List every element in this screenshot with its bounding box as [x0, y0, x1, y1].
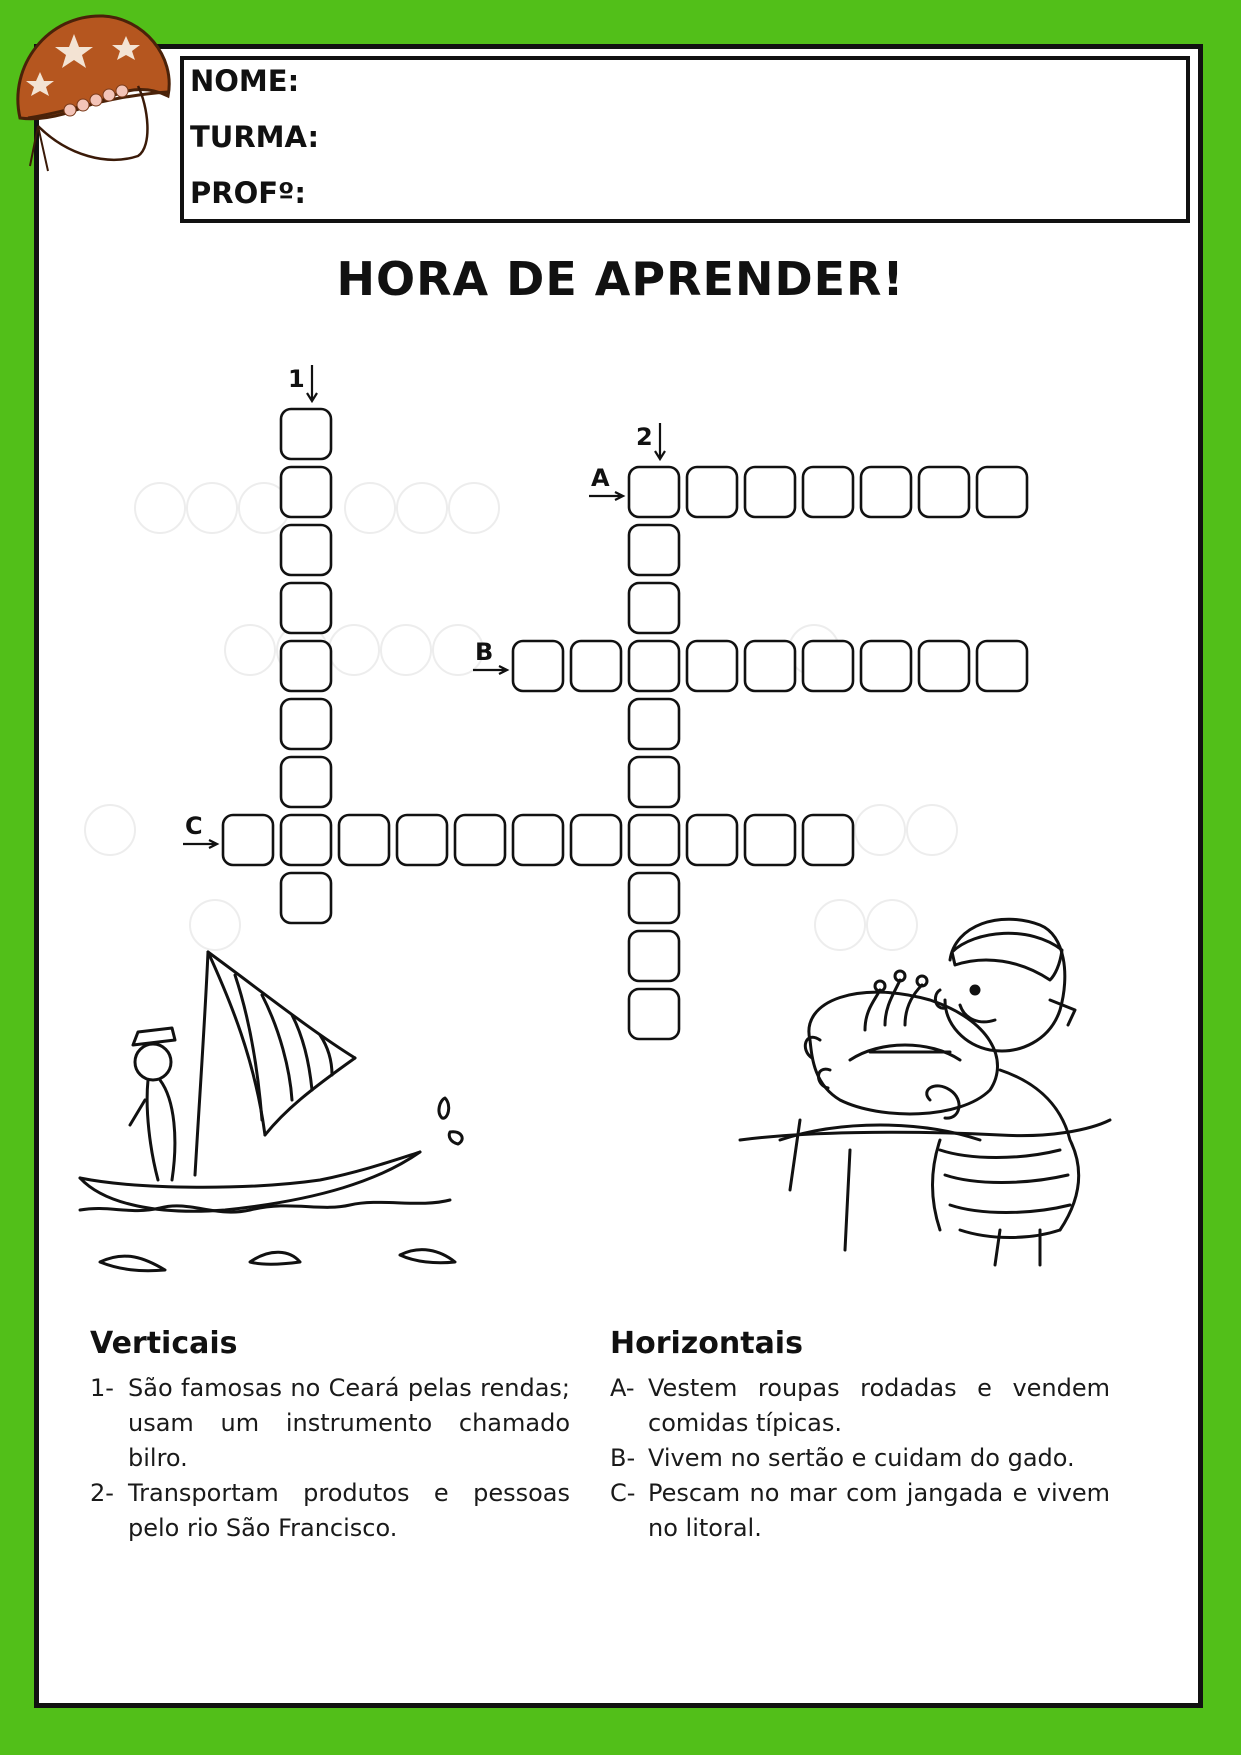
marker-hB: B [475, 638, 494, 666]
lace-maker-illustration [740, 919, 1110, 1265]
clue-a: A- Vestem roupas rodadas e vendem comidas típicas. [610, 1374, 1110, 1437]
clue-c: C- Pescam no mar com jangada e vivem no litoral. [610, 1479, 1110, 1542]
marker-hC: C [185, 812, 203, 840]
name-label: NOME: [190, 64, 300, 98]
clues-vertical-title: Verticais [90, 1326, 238, 1361]
marker-v1: 1 [288, 365, 305, 393]
clue-b: B- Vivem no sertão e cuidam do gado. [610, 1444, 1075, 1472]
clues-vertical [90, 1326, 570, 1546]
class-label: TURMA: [190, 120, 320, 154]
clues-horizontal-title: Horizontais [610, 1326, 803, 1361]
clues-horizontal [610, 1326, 1110, 1546]
jangada-illustration [80, 952, 462, 1271]
page-title: HORA DE APRENDER! [336, 252, 905, 306]
marker-hA: A [591, 464, 610, 492]
marker-v2: 2 [636, 423, 653, 451]
clue-2: 2- Transportam produtos e pessoas pelo rio São Francisco. [90, 1479, 570, 1542]
clue-1: 1- São famosas no Ceará pelas rendas; usam um instrumento chamado bilro. [90, 1374, 570, 1472]
teacher-label: PROFº: [190, 176, 306, 210]
